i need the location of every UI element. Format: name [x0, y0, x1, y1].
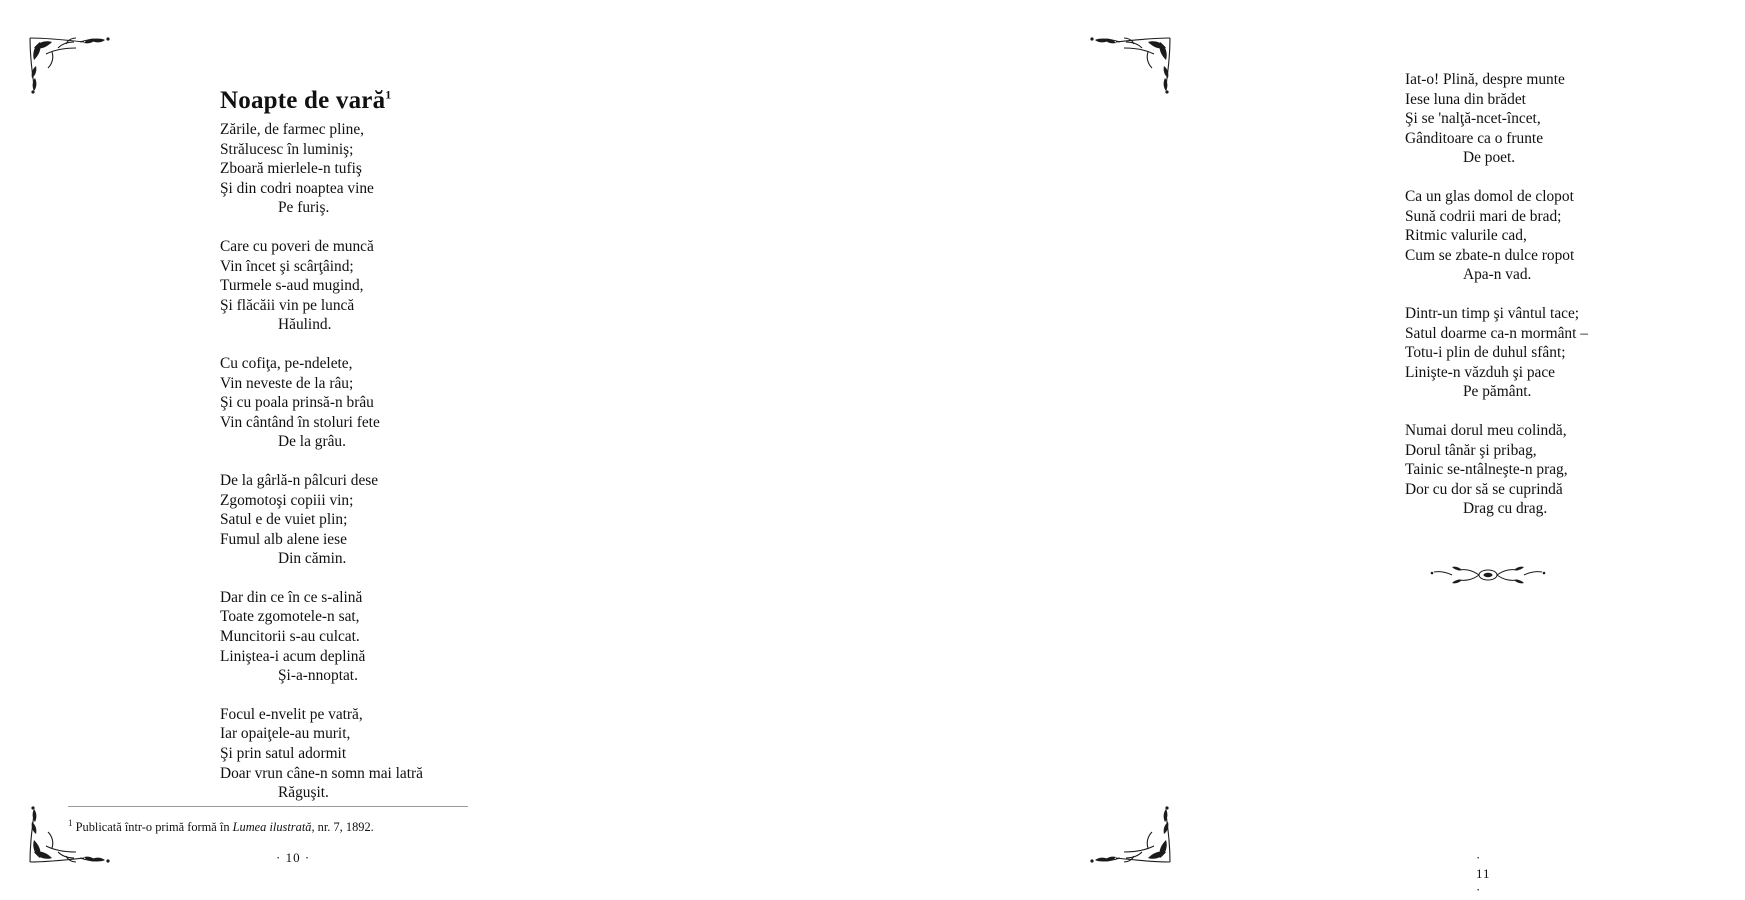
page-number-right: · 11 · [1476, 850, 1491, 897]
poem-line: Numai dorul meu colindă, [1405, 421, 1567, 439]
poem-line: Şi cu poala prinsă-n brâu [220, 394, 374, 412]
poem-line: Din cămin. [278, 550, 347, 568]
poem-line: Dar din ce în ce s-alină [220, 588, 363, 606]
poem-line: Doar vrun câne-n somn mai latră [220, 764, 423, 782]
poem-line: Şi prin satul adormit [220, 745, 347, 763]
poem-line: Dintr-un timp şi vântul tace; [1405, 304, 1580, 322]
page-number-left: · 10 · [276, 850, 311, 865]
poem-line: Tainic se-ntâlneşte-n prag, [1405, 461, 1568, 479]
poem-line: Liniştea-i acum deplină [220, 647, 366, 665]
poem-line: Turmele s-aud mugind, [220, 277, 364, 295]
poem-stanza [220, 705, 560, 803]
poem-line: Drag cu drag. [1463, 500, 1548, 518]
poem-line: Zgomotoşi copiii vin; [220, 491, 354, 509]
poem-column-right [1405, 70, 1745, 538]
poem-line: De la grâu. [278, 433, 346, 451]
poem-line: Totu-i plin de duhul sfânt; [1405, 344, 1566, 362]
poem-line: Zările, de farmec pline, [220, 121, 364, 138]
left-page [0, 0, 600, 900]
title-footnote-marker: 1 [385, 87, 392, 102]
poem-line: Gânditoare ca o frunte [1405, 129, 1544, 147]
page-title [220, 87, 391, 115]
poem-stanza [1405, 187, 1745, 285]
poem-line: Şi-a-nnoptat. [278, 667, 358, 685]
poem-line: Zboară mierlele-n tufiş [220, 160, 362, 178]
poem-line: Toate zgomotele-n sat, [220, 608, 360, 626]
poem-line: Răguşit. [278, 784, 329, 802]
poem-line: Şi se 'nalţă-ncet-încet, [1405, 110, 1541, 128]
poem-line: Cum se zbate-n dulce ropot [1405, 246, 1575, 264]
poem-stanza [220, 354, 560, 452]
footnote [68, 815, 528, 835]
poem-line: Iese luna din brădet [1405, 90, 1526, 108]
footnote-divider [68, 806, 468, 807]
poem-line: De la gârlă-n pâlcuri dese [220, 471, 379, 489]
poem-line: Dorul tânăr şi pribag, [1405, 441, 1537, 459]
footnote-source-title: Lumea ilustrată [232, 820, 312, 835]
poem-line: Strălucesc în luminiş; [220, 140, 354, 158]
poem-line: Fumul alb alene iese [220, 530, 347, 548]
poem-line: De poet. [1463, 149, 1516, 167]
poem-stanza [220, 237, 560, 335]
poem-line: Vin neveste de la râu; [220, 374, 354, 392]
poem-line: Dor cu dor să se cuprindă [1405, 480, 1563, 498]
poem-line: Hăulind. [278, 316, 332, 334]
poem-stanza [1405, 70, 1745, 168]
poem-line: Ritmic valurile cad, [1405, 227, 1527, 245]
poem-line: Ca un glas domol de clopot [1405, 187, 1574, 205]
poem-line: Pe pământ. [1463, 383, 1532, 401]
poem-line: Muncitorii s-au culcat. [220, 628, 360, 646]
poem-line: Satul doarme ca-n mormânt – [1405, 324, 1588, 342]
poem-stanza [220, 471, 560, 569]
poem-line: Care cu poveri de muncă [220, 237, 374, 255]
poem-line: Şi flăcăii vin pe luncă [220, 296, 355, 314]
right-page [600, 0, 1588, 900]
footnote-marker: 1 [68, 818, 73, 828]
poem-line: Linişte-n văzduh şi pace [1405, 363, 1556, 381]
floral-divider-ornament [1428, 560, 1548, 590]
poem-line: Focul e-nvelit pe vatră, [220, 705, 363, 723]
poem-line: Apa-n vad. [1463, 266, 1532, 284]
poem-line: Vin cântând în stoluri fete [220, 413, 380, 431]
poem-line: Pe furiş. [278, 199, 330, 217]
poem-stanza [1405, 304, 1745, 402]
poem-line: Vin încet şi scârţâind; [220, 257, 354, 275]
footnote-text-after: , nr. 7, 1892. [311, 820, 374, 835]
poem-stanza [220, 120, 560, 218]
poem-column-left [220, 120, 560, 822]
footnote-text-before: Publicată într-o primă formă în [75, 820, 233, 835]
poem-line: Iat-o! Plină, despre munte [1405, 71, 1565, 88]
poem-title-text: Noapte de vară [220, 86, 386, 114]
poem-line: Cu cofiţa, pe-ndelete, [220, 354, 353, 372]
poem-line: Şi din codri noaptea vine [220, 179, 374, 197]
poem-line: Iar opaiţele-au murit, [220, 725, 351, 743]
poem-line: Sună codrii mari de brad; [1405, 207, 1562, 225]
poem-line: Satul e de vuiet plin; [220, 511, 348, 529]
poem-stanza [1405, 421, 1745, 519]
poem-stanza [220, 588, 560, 686]
